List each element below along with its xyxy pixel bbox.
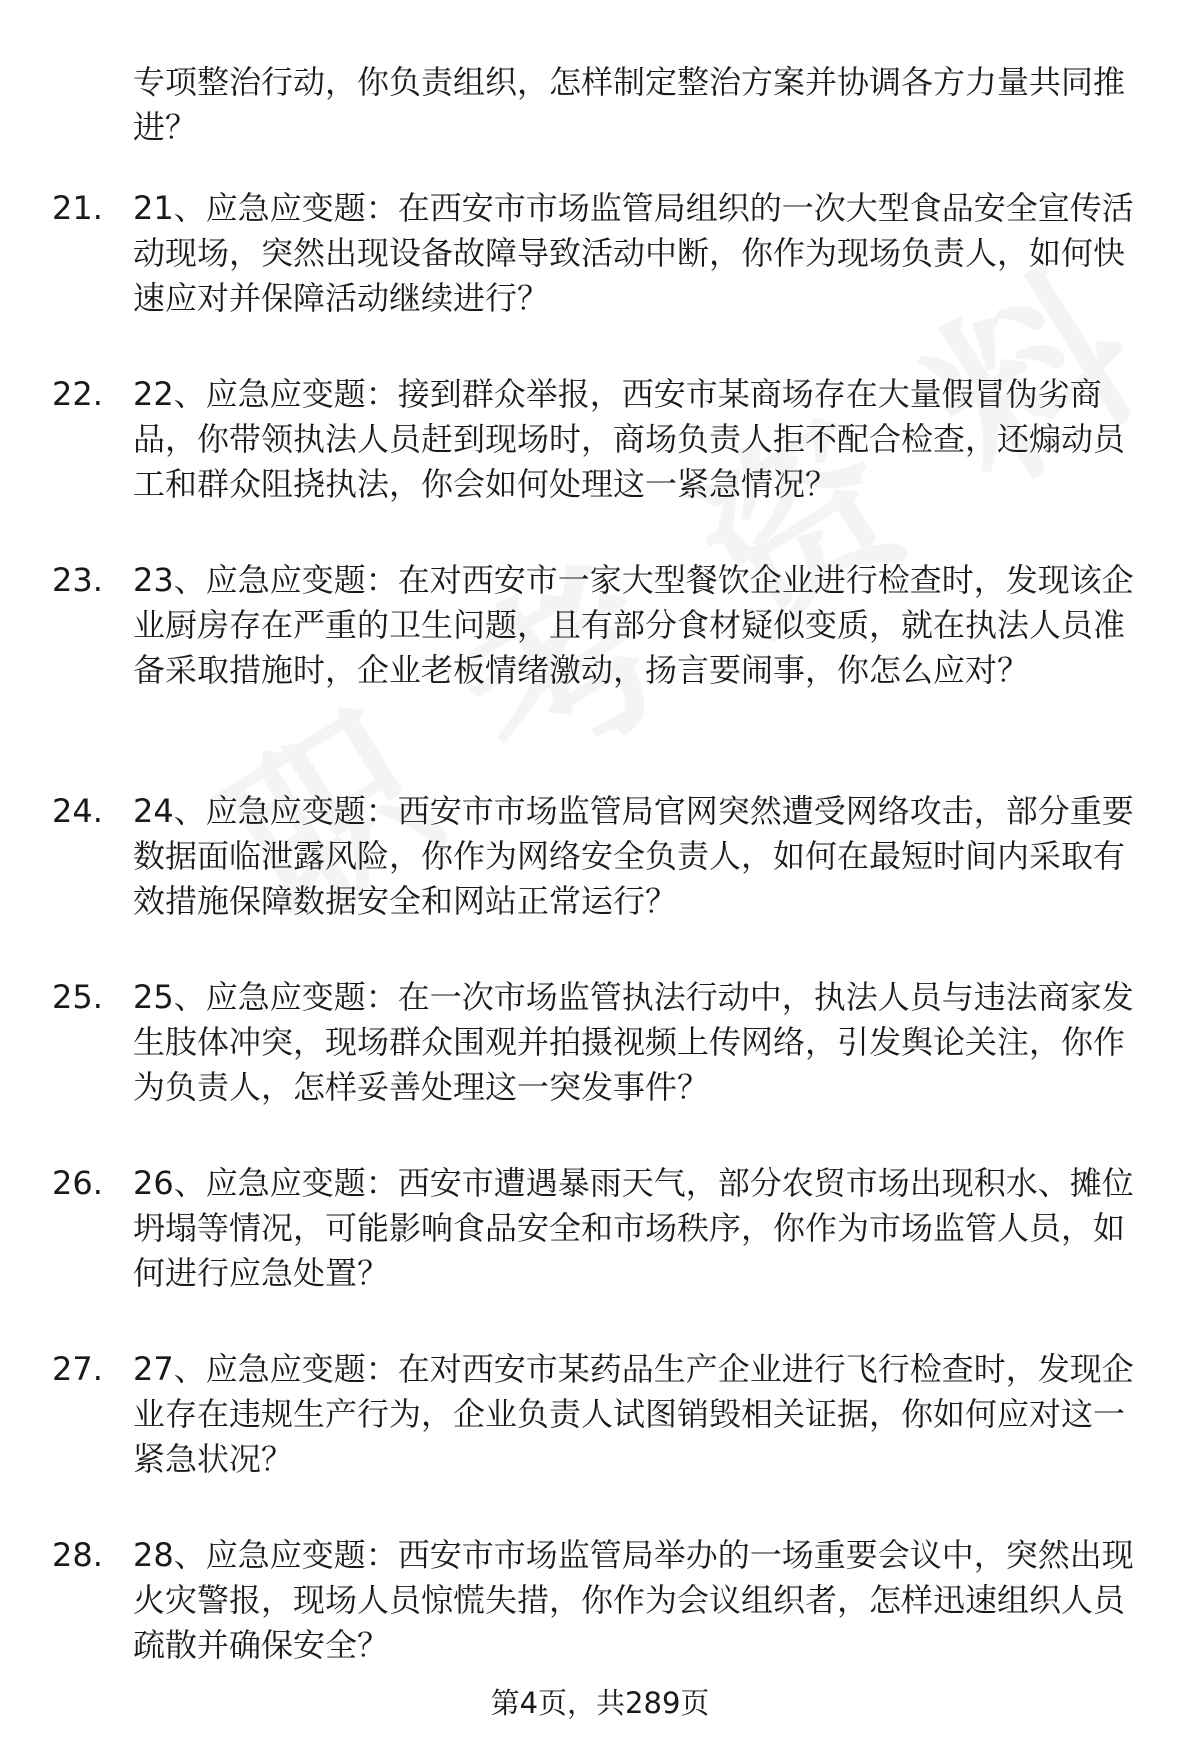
- question-text: 23、应急应变题：在对西安市一家大型餐饮企业进行检查时，发现该企业厨房存在严重的卫生问题，且有部分食材疑似变质，就在执法人员准备采取措施时，企业老板情绪激动，扬言要闹事，你怎么应对？: [133, 561, 1134, 689]
- question-item-23: [0, 558, 1200, 789]
- question-number: 28.: [52, 1536, 103, 1574]
- question-item-26: [0, 1161, 1200, 1347]
- question-text: 22、应急应变题：接到群众举报，西安市某商场存在大量假冒伪劣商品，你带领执法人员赶到现场时，商场负责人拒不配合检查，还煽动员工和群众阻挠执法，你会如何处理这一紧急情况？: [133, 375, 1126, 503]
- question-text: 26、应急应变题：西安市遭遇暴雨天气，部分农贸市场出现积水、摊位坍塌等情况，可能影响食品安全和市场秩序，你作为市场监管人员，如何进行应急处置？: [133, 1164, 1134, 1292]
- page-footer: 第4页，共289页: [490, 1686, 710, 1720]
- question-text: 21、应急应变题：在西安市市场监管局组织的一次大型食品安全宣传活动现场，突然出现设备故障导致活动中断，你作为现场负责人，如何快速应对并保障活动继续进行？: [133, 189, 1134, 317]
- question-number: 26.: [52, 1164, 103, 1202]
- question-item-24: [0, 789, 1200, 975]
- question-number: 25.: [52, 978, 103, 1016]
- question-number: 27.: [52, 1350, 103, 1388]
- question-item-25: [0, 975, 1200, 1161]
- question-number: 21.: [52, 189, 103, 227]
- question-number: 24.: [52, 792, 103, 830]
- question-number: 23.: [52, 561, 103, 599]
- question-text: 25、应急应变题：在一次市场监管执法行动中，执法人员与违法商家发生肢体冲突，现场群众围观并拍摄视频上传网络，引发舆论关注，你作为负责人，怎样妥善处理这一突发事件？: [133, 978, 1134, 1106]
- question-text: 28、应急应变题：西安市市场监管局举办的一场重要会议中，突然出现火灾警报，现场人员惊慌失措，你作为会议组织者，怎样迅速组织人员疏散并确保安全？: [133, 1536, 1134, 1664]
- question-item-21: [0, 186, 1200, 372]
- question-item-27: [0, 1347, 1200, 1533]
- question-number: 22.: [52, 375, 103, 413]
- question-text: 24、应急应变题：西安市市场监管局官网突然遭受网络攻击，部分重要数据面临泄露风险，你作为网络安全负责人，如何在最短时间内采取有效措施保障数据安全和网站正常运行？: [133, 792, 1134, 920]
- question-item-22: [0, 372, 1200, 558]
- question-text: 27、应急应变题：在对西安市某药品生产企业进行飞行检查时，发现企业存在违规生产行为，企业负责人试图销毁相关证据，你如何应对这一紧急状况？: [133, 1350, 1134, 1478]
- question-list: [0, 186, 1200, 1719]
- intro-paragraph: 专项整治行动，你负责组织，怎样制定整治方案并协调各方力量共同推进？: [133, 63, 1126, 146]
